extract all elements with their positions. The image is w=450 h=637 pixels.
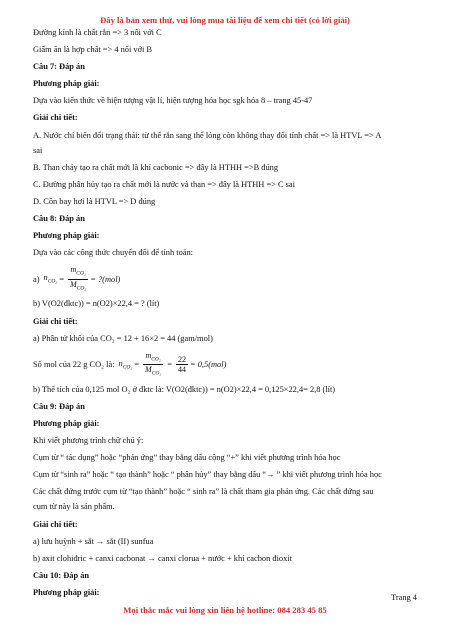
text-line: C. Đường phân hủy tạo ra chất mới là nước và than => đây là HTHH => C sai <box>33 179 295 189</box>
text-line: Giấm ăn là hợp chất => 4 nối với B <box>33 45 153 55</box>
text-line: Dựa vào các công thức chuyển đổi để tính toán: <box>33 248 194 258</box>
solution-heading: Giải chi tiết: <box>33 113 78 123</box>
text-line: Đường kính là chất rắn => 3 nối với C <box>33 28 162 37</box>
question-heading: Câu 9: Đáp án <box>33 401 85 411</box>
text-line: B. Than cháy tạo ra chất mới là khí cacbonic => đây là HTHH =>B đúng <box>33 162 279 172</box>
formula-lhs: $n_{CO_2}$ <box>43 273 58 286</box>
question-heading: Câu 10: Đáp án <box>33 570 90 580</box>
text-line: A. Nước chỉ biến đổi trạng thái: từ thể rắn sang thể lỏng còn không thay đổi tính chất => là HTVL => A <box>33 130 382 140</box>
preview-banner: Đây là bản xem thử, vui lòng mua tài liệu để xem chi tiết (có lời giải) <box>100 15 350 25</box>
text-line: Dựa vào kiến thức về hiện tượng vật lí, hiện tượng hóa học sgk hóa 8 – trang 45-47 <box>33 96 313 106</box>
text-line: b) axit clohiđric + canxi cacbonat → canxi clorua + nước + khí cacbon đioxit <box>33 553 292 563</box>
solution-heading: Giải chi tiết: <box>33 519 78 529</box>
formula-lhs: $n_{CO_2}$ <box>118 358 133 371</box>
text-line: cụm từ này là sản phẩm. <box>33 502 115 512</box>
fraction: $\frac{22}{44}$ <box>178 355 186 375</box>
question-heading: Câu 8: Đáp án <box>33 213 85 223</box>
solution-heading: Giải chi tiết: <box>33 316 78 326</box>
text-line: a) lưu huỳnh + sắt → sắt (II) sunfua <box>33 536 154 546</box>
text-line: Cụm từ “sinh ra” hoặc “ tạo thành” hoặc “ phân hủy” thay bằng dấu “→ ” khi viết phương trình hóa học <box>33 470 382 480</box>
method-heading: Phương pháp giải: <box>33 231 100 241</box>
fraction: $\frac{m_{CO_2}}{M_{CO_2}}$ <box>145 350 162 377</box>
fraction: $\frac{m_{CO_2}}{M_{CO_2}}$ <box>70 265 87 292</box>
formula-moles-co2: Số mol của 22 g CO₂ là: $n_{CO_2}$ = $\frac{m_{CO_2}}{M_{CO_2}}$ = $\frac{22}{44}$ = 0,5(mol) <box>33 350 227 377</box>
hotline-banner: Mọi thắc mắc vui lòng xin liên hệ hotline: 084 283 45 85 <box>123 605 327 615</box>
text-line: b) V(O2(đktc)) = n(O2)×22,4 = ? (lít) <box>33 299 160 309</box>
text-line: Cụm từ “ tác dụng” hoặc “phản ứng” thay bằng dấu cộng “+” khi viết phương trình hóa học <box>33 453 341 463</box>
formula-moles: a) $n_{CO_2}$ = $\frac{m_{CO_2}}{M_{CO_2}}$ = ?(mol) <box>33 265 121 292</box>
method-heading: Phương pháp giải: <box>33 419 100 429</box>
formula-rhs: = 0,5(mol) <box>190 360 227 370</box>
method-heading: Phương pháp giải: <box>33 587 100 597</box>
document-body <box>33 28 425 605</box>
question-heading: Câu 7: Đáp án <box>33 62 85 72</box>
text-line: D. Cồn bay hơi là HTVL => D đúng <box>33 196 156 206</box>
page-number: Trang 4 <box>391 593 417 602</box>
text-line: Khi viết phương trình chữ chú ý: <box>33 436 144 446</box>
method-heading: Phương pháp giải: <box>33 79 100 89</box>
text-line: a) Phân tử khối của CO₂ = 12 + 16×2 = 44 (gam/mol) <box>33 333 213 343</box>
formula-label: Số mol của 22 g CO₂ là: <box>33 360 115 370</box>
text-line: Các chất đứng trước cụm từ “tạo thành” hoặc “ sinh ra” là chất tham gia phản ứng. Các chất đứng sau <box>33 487 374 497</box>
formula-label: a) <box>33 274 40 284</box>
text-line: sai <box>33 145 43 155</box>
formula-rhs: = ?(mol) <box>90 274 121 284</box>
text-line: b) Thể tích của 0,125 mol O₂ ở đktc là: V(O2(đktc)) = n(O2)×22,4 = 0,125×22,4= 2,8 (lít) <box>33 384 336 394</box>
